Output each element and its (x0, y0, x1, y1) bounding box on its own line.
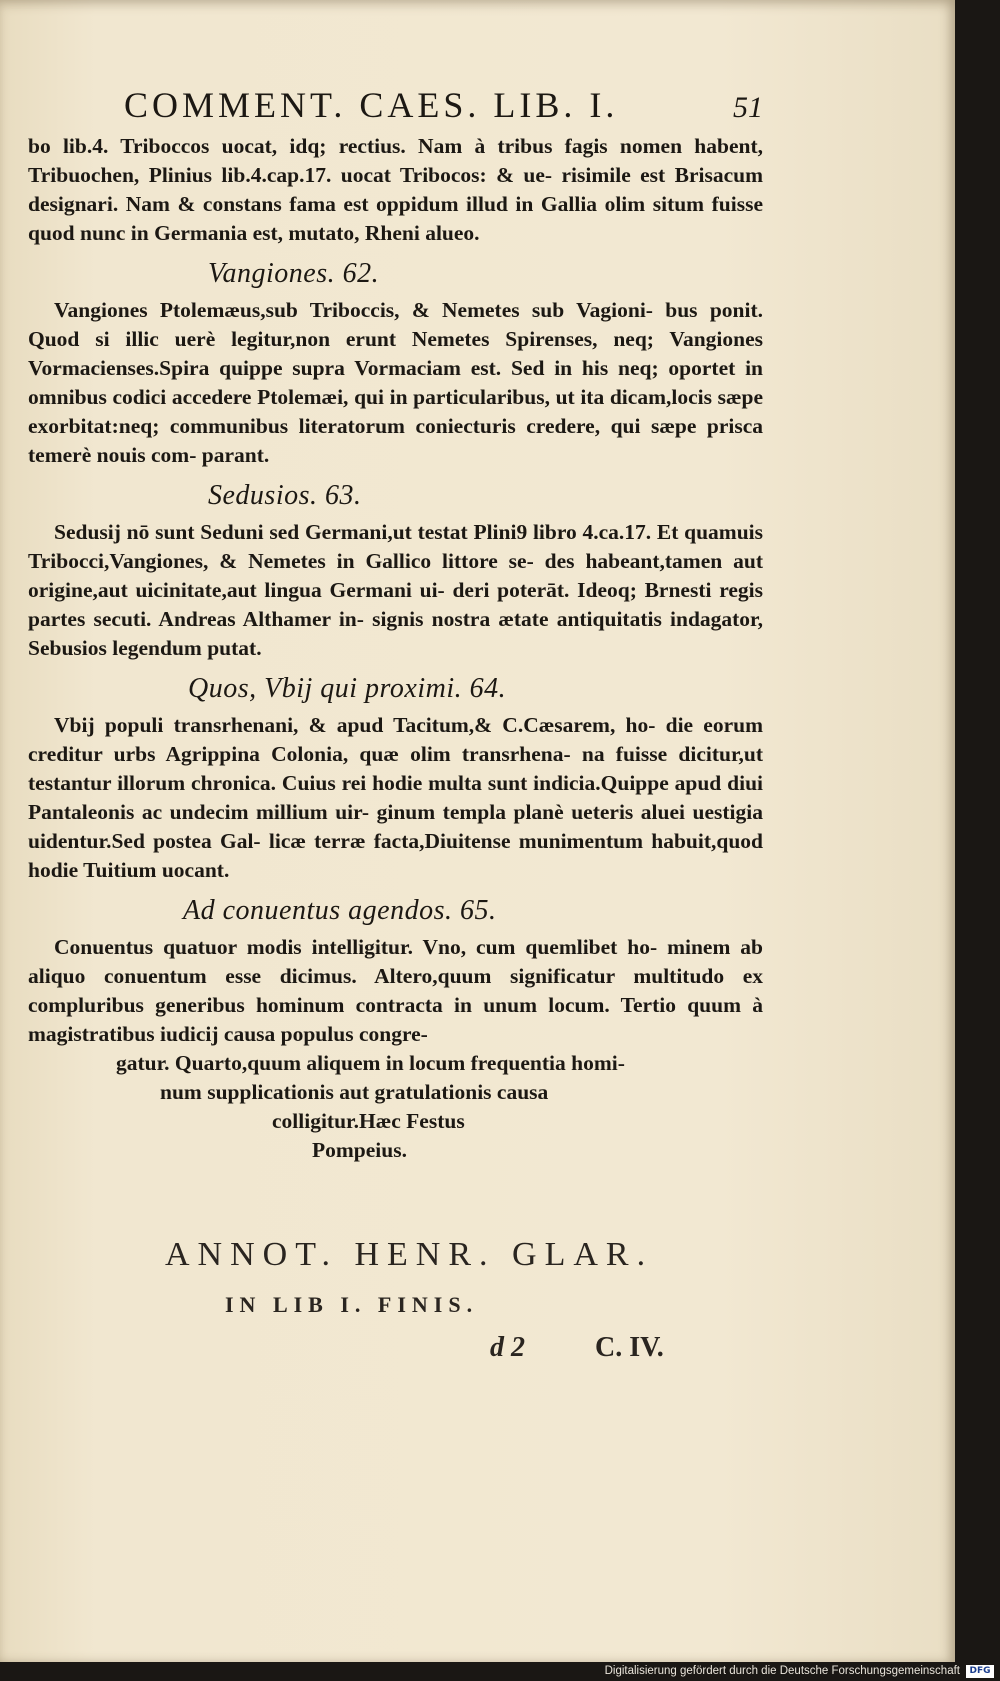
catchword: C. IV. (595, 1332, 664, 1363)
text-line: Pompeius. (312, 1138, 407, 1162)
colophon-line-1: ANNOT. HENR. GLAR. (165, 1236, 654, 1273)
text-line: Rheni alueo. (364, 221, 480, 245)
text-line: deri poterāt. Ideoq; Brnesti regis partes secuti. Andreas Althamer in- (28, 578, 763, 631)
text-block (28, 84, 763, 1165)
text-line: illud in Gallia olim situm fuisse quod nunc in Germania est, mutato, (28, 192, 764, 245)
running-title: COMMENT. CAES. LIB. I. (124, 85, 619, 125)
paragraph-conuentus (28, 933, 763, 1049)
text-line: bo lib.4. Triboccos uocat, idq; rectius. Nam à tribus fagis nomen (28, 134, 683, 158)
text-line: Vbij populi transrhenani, & apud Tacitum,& C.Cæsarem, ho- (54, 713, 656, 737)
text-line: locum. Tertio quum à magistratibus iudicij causa populus congre- (28, 993, 763, 1046)
text-line: Et quamuis Tribocci,Vangiones, & Nemetes in Gallico littore se- (28, 520, 763, 573)
lemma-conuentus: Ad conuentus agendos. 65. (183, 895, 497, 926)
text-line: colligitur.Hæc Festus (272, 1109, 465, 1133)
funding-credit: Digitalisierung gefördert durch die Deutsche Forschungsgemeinschaft (604, 1665, 960, 1677)
paragraph-sedusios (28, 518, 763, 663)
lemma-sedusios: Sedusios. 63. (208, 480, 362, 511)
text-line: des habeant,tamen aut origine,aut uicinitate,aut lingua Germani ui- (28, 549, 763, 602)
text-line: Vangiones Ptolemæus,sub Triboccis, & Nemetes sub Vagioni- (54, 298, 653, 322)
intro-paragraph (28, 132, 763, 248)
text-line: na fuisse dicitur,ut testantur illorum chronica. Cuius rei hodie multa (28, 742, 764, 795)
text-line: parant. (201, 443, 270, 467)
lemma-ubii: Quos, Vbij qui proximi. 64. (188, 673, 507, 704)
text-line: minem ab aliquo conuentum esse dicimus. Altero,quum significatur (28, 935, 764, 988)
paragraph-vangiones (28, 296, 763, 470)
text-line: multitudo ex compluribus generibus hominum contracta in unum (28, 964, 764, 1017)
colophon (165, 1236, 765, 1364)
text-line: signis nostra ætate antiquitatis indagator, Sebusios legendum putat. (28, 607, 763, 660)
text-line: sunt indicia.Quippe apud diui Pantaleonis ac undecim millium uir- (28, 771, 763, 824)
text-line: gatur. Quarto,quum aliquem in locum frequentia homi- (116, 1051, 625, 1075)
digitization-footer (0, 1662, 1000, 1681)
text-line: particularibus, ut ita dicam,locis sæpe exorbitat:neq; communibus (28, 385, 763, 438)
running-head (124, 84, 763, 128)
text-line: Conuentus quatuor modis intelligitur. Vno, cum quemlibet ho- (54, 935, 658, 959)
text-line: Sed in his neq; oportet in omnibus codici accedere Ptolemæi, qui in (28, 356, 764, 409)
signature-line (490, 1332, 765, 1364)
colophon-line-2: IN LIB I. FINIS. (225, 1292, 479, 1317)
text-line: bus ponit. Quod si illic uerè legitur,non erunt Nemetes Spirenses, (28, 298, 763, 351)
paragraph-ubii (28, 711, 763, 885)
text-line: uocant. (161, 858, 230, 882)
text-line: neq; Vangiones Vormacienses.Spira quippe supra Vormaciam est. (28, 327, 763, 380)
lemma-vangiones: Vangiones. 62. (208, 258, 380, 289)
text-line: ginum templa planè ueteris aluei uestigia uidentur.Sed postea Gal- (28, 800, 764, 853)
text-line: literatorum coniecturis credere, qui sæpe prisca temerè nouis com- (28, 414, 764, 467)
text-line: Sedusij nō sunt Seduni sed Germani,ut testat Plini9 libro 4.ca.17. (54, 520, 652, 544)
dfg-logo-icon: DFG (966, 1665, 994, 1678)
signature-mark: d 2 (490, 1332, 525, 1363)
text-line: risimile est Brisacum designari. Nam & constans fama est oppidum (28, 163, 763, 216)
text-line: num supplicationis aut gratulationis causa (160, 1080, 549, 1104)
text-line: licæ terræ facta,Diuitense munimentum habuit,quod hodie Tuitium (28, 829, 764, 882)
page-number: 51 (733, 91, 763, 124)
text-line: habent, Tribuochen, Plinius lib.4.cap.17. uocat Tribocos: & ue- (28, 134, 763, 187)
text-line: die eorum creditur urbs Agrippina Colonia, quæ olim transrhena- (28, 713, 763, 766)
tapered-ending (28, 1049, 763, 1165)
